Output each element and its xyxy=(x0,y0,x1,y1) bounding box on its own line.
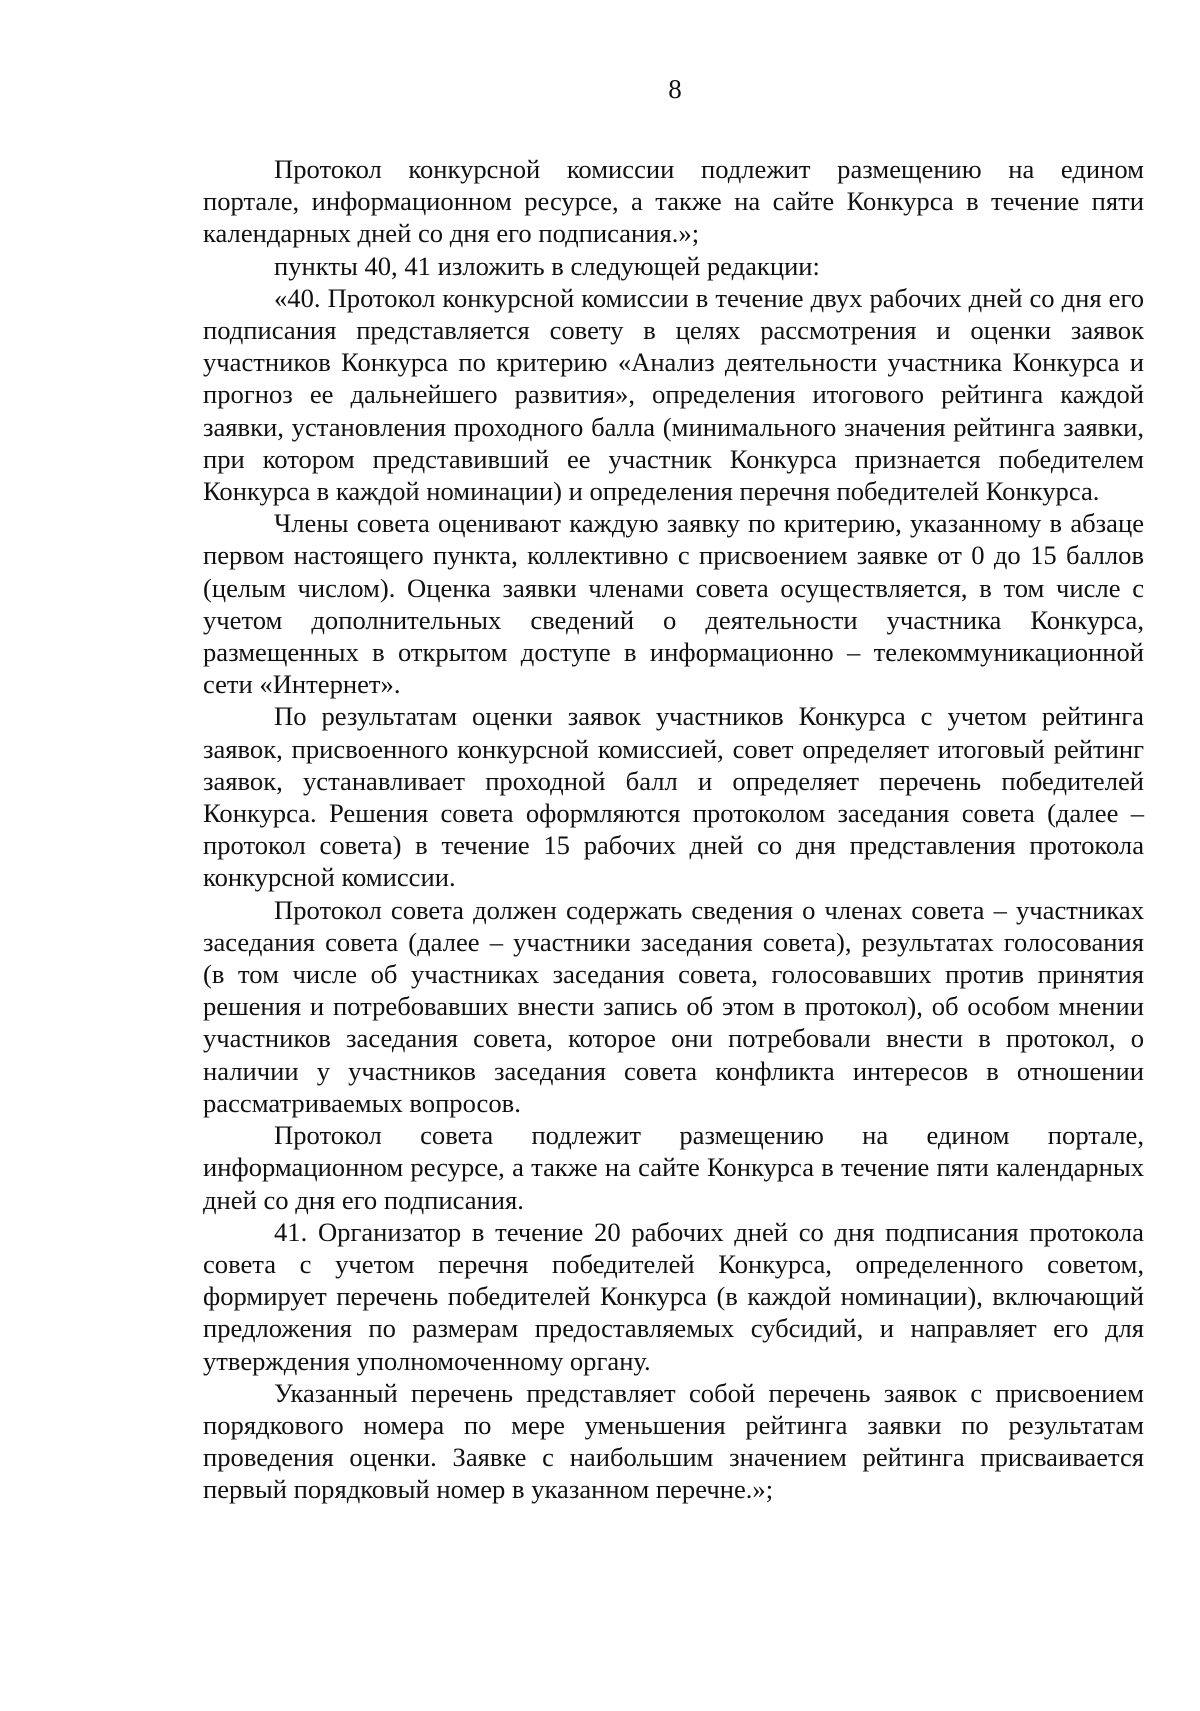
paragraph-item-41: 41. Организатор в течение 20 рабочих дней со дня подписания протокола совета с учетом перечня победителей Конкурса, определенного советом, формирует перечень победителей Конкурса (в каждой номинации), включающий предложения по размерам предоставляемых субсидий, и направляет его для утверждения уполномоченному органу. xyxy=(203,1216,1144,1376)
paragraph-item-40: «40. Протокол конкурсной комиссии в течение двух рабочих дней со дня его подписания представляется совету в целях рассмотрения и оценки заявок участников Конкурса по критерию «Анализ деятельности участника Конкурса и прогноз ее дальнейшего развития», определения итогового рейтинга каждой заявки, установления проходного балла (минимального значения рейтинга заявки, при котором представивший ее участник Конкурса признается победителем Конкурса в каждой номинации) и определения перечня победителей Конкурса. xyxy=(203,282,1144,507)
paragraph-protocol-publication: Протокол совета подлежит размещению на едином портале, информационном ресурсе, а также на сайте Конкурса в течение пяти календарных дней со дня его подписания. xyxy=(203,1120,1144,1215)
paragraph-winners-list: Указанный перечень представляет собой перечень заявок с присвоением порядкового номера по мере уменьшения рейтинга заявки по результатам проведения оценки. Заявке с наибольшим значением рейтинга присваивается первый порядковый номер в указанном перечне.»; xyxy=(203,1377,1144,1505)
paragraph-rating-results: По результатам оценки заявок участников Конкурса с учетом рейтинга заявок, присвоенного конкурсной комиссией, совет определяет итоговый рейтинг заявок, устанавливает проходной балл и определяет перечень победителей Конкурса. Решения совета оформляются протоколом заседания совета (далее – протокол совета) в течение 15 рабочих дней со дня представления протокола конкурсной комиссии. xyxy=(203,701,1144,893)
page-number: 8 xyxy=(668,74,682,104)
paragraph-protocol-contents: Протокол совета должен содержать сведения о членах совета – участниках заседания совета (далее – участники заседания совета), результатах голосования (в том числе об участниках заседания совета, голосовавших против принятия решения и потребовавших внести запись об этом в протокол), об особом мнении участников заседания совета, которое они потребовали внести в протокол, о наличии у участников заседания совета конфликта интересов в отношении рассматриваемых вопросов. xyxy=(203,894,1144,1118)
paragraph-1-continuation: портале, информационном ресурсе, а также на сайте Конкурса в течение пяти календарных дней со дня его подписания.»; xyxy=(203,186,1144,249)
paragraph-1-first-line-text: Протокол конкурсной комиссии подлежит размещению на едином xyxy=(274,154,1144,184)
paragraph-council-evaluation: Члены совета оценивают каждую заявку по критерию, указанному в абзаце первом настоящего пункта, коллективно с присвоением заявке от 0 до 15 баллов (целым числом). Оценка заявки членами совета осуществляется, в том числе с учетом дополнительных сведений о деятельности участника Конкурса, размещенных в открытом доступе в информационно – телекоммуникационной сети «Интернет». xyxy=(203,508,1144,700)
paragraph-amendment-intro: пункты 40, 41 изложить в следующей редакции: xyxy=(274,250,820,281)
paragraph-1-first-line xyxy=(203,153,1144,185)
document-body xyxy=(203,153,1144,1506)
